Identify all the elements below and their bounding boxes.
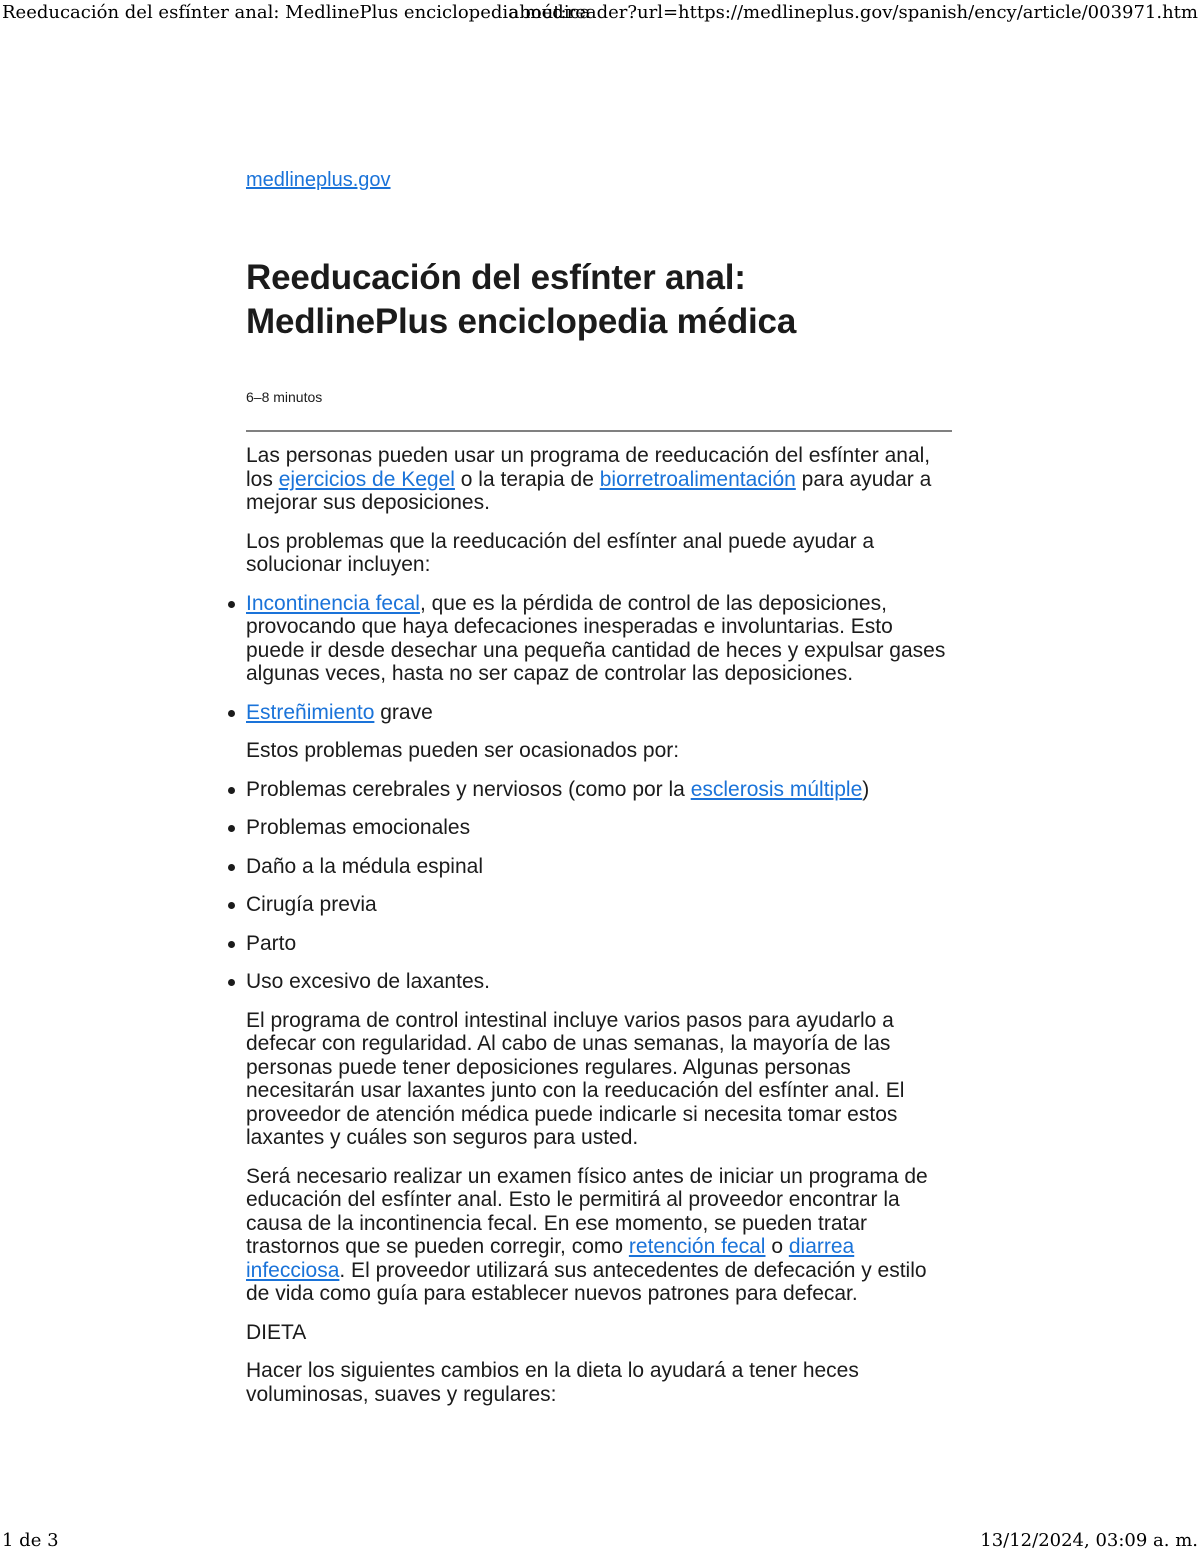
- exam-text-2: o: [765, 1235, 789, 1258]
- print-header-title: Reeducación del esfínter anal: MedlinePlus enciclopedia médica: [2, 2, 591, 23]
- link-biofeedback[interactable]: biorretroalimentación: [599, 467, 796, 491]
- bullet-icon: [228, 825, 235, 832]
- bullet-icon: [228, 941, 235, 948]
- exam-text-3: . El proveedor utilizará sus antecedentes de defecación y estilo de vida como guía para establecer nuevos patrones para defecar.: [246, 1258, 927, 1305]
- link-fecal-impaction[interactable]: retención fecal: [628, 1235, 766, 1258]
- page-number: 1 de 3: [2, 1530, 59, 1551]
- problems-paragraph: Los problemas que la reeducación del esfínter anal puede ayudar a solucionar incluyen:: [246, 529, 875, 576]
- bullet-icon: [228, 710, 235, 717]
- causes-list: [246, 778, 954, 994]
- list-item-text: Cirugía previa: [246, 893, 377, 916]
- header-divider: [246, 430, 952, 432]
- page-title-line-2: MedlinePlus enciclopedia médica: [246, 302, 797, 341]
- bullet-icon: [228, 902, 235, 909]
- bullet-icon: [228, 601, 235, 608]
- print-datetime: 13/12/2024, 03:09 a. m.: [980, 1530, 1198, 1551]
- bullet-icon: [228, 979, 235, 986]
- causes-paragraph: Estos problemas pueden ser ocasionados por:: [246, 739, 680, 762]
- page-title-line-1: Reeducación del esfínter anal:: [246, 258, 746, 297]
- list-item-text: Problemas cerebrales y nerviosos (como por la: [246, 777, 691, 801]
- list-item-text: , que es la pérdida de control de las deposiciones, provocando que haya defecaciones inesperadas e involuntarias. Esto puede ir desde desechar una pequeña cantidad de heces y expulsar gases algunas veces, hasta no ser capaz de controlar las deposiciones.: [246, 591, 946, 685]
- intro-text-3: para ayudar a mejorar sus deposiciones.: [246, 467, 932, 514]
- article: [246, 166, 954, 1421]
- list-item-text-end: ): [862, 777, 870, 801]
- list-item: [246, 701, 954, 725]
- bullet-icon: [228, 787, 235, 794]
- link-constipation[interactable]: Estreñimiento: [246, 700, 375, 724]
- list-item-text: grave: [374, 700, 433, 724]
- section-heading-diet: DIETA: [246, 1320, 307, 1344]
- link-multiple-sclerosis[interactable]: esclerosis múltiple: [690, 777, 863, 801]
- diet-paragraph: Hacer los siguientes cambios en la dieta lo ayudará a tener heces voluminosas, suaves y regulares:: [246, 1359, 859, 1406]
- exam-text-1: Será necesario realizar un examen físico antes de iniciar un programa de educación del esfínter anal. Esto le permitirá al proveedor encontrar la causa de la incontinencia fecal. En ese momento, se pueden tratar trastornos que se pueden corregir, como: [246, 1164, 928, 1258]
- list-item: [246, 893, 954, 917]
- list-item: [246, 592, 954, 686]
- intro-text-2: o la terapia de: [454, 467, 600, 491]
- link-fecal-incontinence[interactable]: Incontinencia fecal: [246, 591, 420, 615]
- reading-time: 6–8 minutos: [246, 389, 323, 405]
- problems-list: [246, 592, 954, 725]
- article-body: [246, 444, 954, 1406]
- link-kegel-exercises[interactable]: ejercicios de Kegel: [278, 467, 455, 491]
- list-item-text: Uso excesivo de laxantes.: [246, 970, 490, 993]
- page-title: [246, 256, 954, 344]
- list-item-text: Parto: [246, 931, 297, 955]
- exam-paragraph: [246, 1165, 954, 1306]
- list-item: [246, 855, 954, 879]
- list-item: [246, 816, 954, 840]
- bullet-icon: [228, 864, 235, 871]
- program-paragraph: El programa de control intestinal incluye varios pasos para ayudarlo a defecar con regularidad. Al cabo de unas semanas, la mayoría de las personas puede tener deposiciones regulares. Algunas personas necesitarán usar laxantes junto con la reeducación del esfínter anal. El proveedor de atención médica puede indicarle si necesita tomar estos laxantes y cuáles son seguros para usted.: [246, 1008, 905, 1149]
- link-infectious-diarrhea[interactable]: diarrea infecciosa: [246, 1235, 855, 1282]
- print-header: [0, 2, 1200, 26]
- intro-text-1: Las personas pueden usar un programa de reeducación del esfínter anal, los: [246, 444, 931, 491]
- list-item: [246, 778, 954, 802]
- print-header-url: about:reader?url=https://medlineplus.gov/spanish/ency/article/003971.htm: [508, 2, 1198, 23]
- print-footer: [0, 1530, 1200, 1554]
- list-item: [246, 932, 954, 956]
- list-item-text: Problemas emocionales: [246, 816, 471, 839]
- intro-paragraph: [246, 444, 954, 515]
- site-link[interactable]: medlineplus.gov: [246, 169, 391, 191]
- list-item: [246, 970, 954, 994]
- list-item-text: Daño a la médula espinal: [246, 854, 483, 878]
